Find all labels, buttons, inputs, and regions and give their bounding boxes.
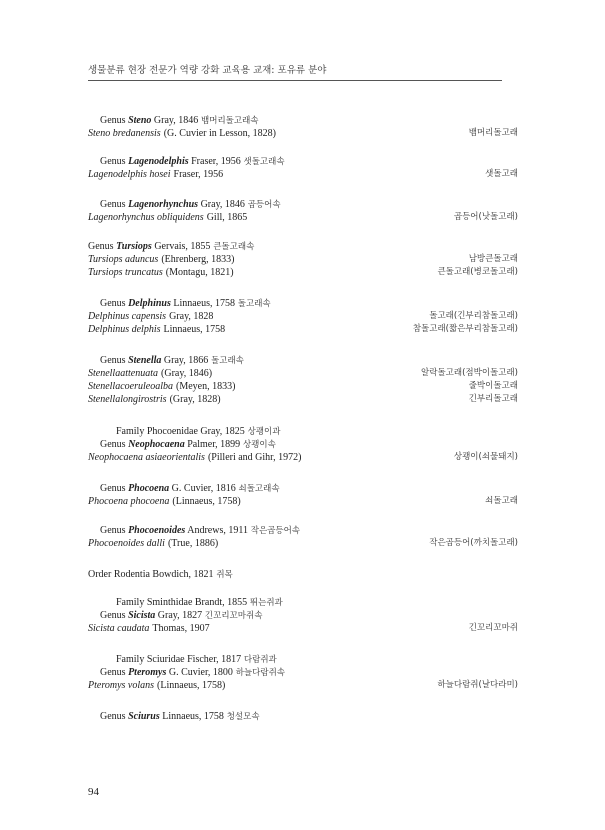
genus-authority: G. Cuvier, 1800 [166,667,233,678]
species-korean-name: 줄박이돌고래 [468,381,518,391]
species-korean-name: 하늘다람쥐(날다라미) [437,680,518,690]
genus-name: Neophocaena [128,439,185,450]
genus-prefix: Genus [100,199,129,210]
taxon-block [88,155,518,181]
species-scientific-name: Lagenorhynchus obliquidens [88,212,204,223]
family-korean-name: 다람쥐과 [243,655,277,665]
species-authority: (Ehrenberg, 1833) [161,254,235,265]
genus-korean-name: 상괭이속 [242,440,276,450]
order-korean-name: 쥐목 [216,570,233,580]
genus-korean-name: 하늘다람쥐속 [235,668,285,678]
running-header: 생물분류 현장 전문가 역량 강화 교육용 교재: 포유류 분야 [88,62,502,81]
taxon-block [88,710,518,723]
genus-authority: Gray, 1827 [155,610,203,621]
species-scientific-name: Stenellalongirostris [88,394,167,405]
genus-name: Phocoenoides [128,525,186,536]
taxon-block [88,482,518,508]
family-prefix: Family Phocoenidae Gray, 1825 [116,426,245,437]
genus-korean-name: 작은곱등어속 [250,526,301,536]
species-authority: (Meyen, 1833) [176,381,236,392]
taxon-block [88,297,518,336]
species-authority: (G. Cuvier in Lesson, 1828) [163,128,276,139]
page-number: 94 [88,786,99,798]
species-line [88,253,518,266]
species-authority: (Gray, 1846) [161,368,213,379]
species-korean-name: 긴꼬리꼬마쥐 [468,623,518,633]
genus-authority: Gray, 1846 [198,199,245,210]
species-line [88,393,518,406]
species-korean-name: 상괭이(쇠물돼지) [453,452,518,462]
genus-prefix: Genus [100,115,129,126]
genus-prefix: Genus [100,355,129,366]
genus-authority: G. Cuvier, 1816 [169,483,236,494]
family-korean-name: 상괭이과 [247,427,281,437]
order-prefix: Order Rodentia Bowdich, 1821 [88,569,214,580]
genus-name: Lagenodelphis [128,156,189,167]
species-line [88,323,518,336]
species-scientific-name: Sicista caudata [88,623,150,634]
species-korean-name: 뱀머리돌고래 [468,128,518,138]
genus0-authority: Gervais, 1855 [151,241,211,252]
family-heading [88,596,518,609]
species-scientific-name: Pteromys volans [88,680,155,691]
taxon-block [88,596,518,635]
genus-authority: Linnaeus, 1758 [170,298,236,309]
genus-heading [88,155,518,168]
genus-authority: Fraser, 1956 [188,156,241,167]
taxon-block [88,198,518,224]
species-line [88,679,518,692]
species-scientific-name: Neophocaena asiaeorientalis [88,452,205,463]
genus0-korean-name: 큰돌고래속 [213,242,255,252]
species-scientific-name: Phocoena phocoena [88,496,170,507]
genus-prefix: Genus [100,525,129,536]
species-authority: Gray, 1828 [169,311,214,322]
genus-name: Sicista [128,610,156,621]
species-authority: Thomas, 1907 [152,623,210,634]
species-korean-name: 알락돌고래(점박이돌고래) [421,368,518,378]
genus-korean-name: 뱀머리돌고래속 [201,116,259,126]
genus-prefix: Genus [100,156,129,167]
species-scientific-name: Tursiops aduncus [88,254,159,265]
species-authority: Fraser, 1956 [173,169,224,180]
taxon-block [88,568,518,581]
species-authority: (Linnaeus, 1758) [157,680,226,691]
genus0-heading [88,240,518,253]
genus-heading [88,438,518,451]
genus-heading [88,482,518,495]
genus-authority: Linnaeus, 1758 [159,711,224,722]
genus-prefix: Genus [100,667,129,678]
species-line [88,310,518,323]
species-korean-name: 참돌고래(짧은부리참돌고래) [412,324,518,334]
genus-korean-name: 곱등어속 [247,200,281,210]
taxon-block [88,653,518,692]
genus-heading [88,297,518,310]
genus-name: Delphinus [128,298,171,309]
species-authority: (Montagu, 1821) [165,267,234,278]
genus-prefix: Genus [100,711,129,722]
species-line [88,211,518,224]
genus-name: Pteromys [128,667,167,678]
genus-heading [88,524,518,537]
genus-authority: Gray, 1846 [151,115,199,126]
genus-name: Phocoena [128,483,170,494]
taxon-block [88,240,518,279]
species-korean-name: 곱등어(낫돌고래) [453,212,518,222]
species-line [88,266,518,279]
species-korean-name: 쇠돌고래 [485,496,518,506]
genus-name: Sciurus [128,711,160,722]
genus-prefix: Genus [100,483,129,494]
taxon-block [88,114,518,140]
genus-korean-name: 쇠돌고래속 [238,484,280,494]
family-heading [88,425,518,438]
species-scientific-name: Delphinus capensis [88,311,167,322]
species-line [88,622,518,635]
species-authority: (Gray, 1828) [169,394,221,405]
genus-authority: Palmer, 1899 [184,439,241,450]
species-scientific-name: Phocoenoides dalli [88,538,165,549]
genus-korean-name: 샛돌고래속 [243,157,285,167]
species-korean-name: 긴부리돌고래 [468,394,518,404]
species-authority: (Linnaeus, 1758) [172,496,241,507]
species-line [88,127,518,140]
species-scientific-name: Tursiops truncatus [88,267,163,278]
genus-name: Steno [128,115,152,126]
genus-prefix: Genus [100,298,129,309]
species-korean-name: 남방큰돌고래 [468,254,518,264]
genus-heading [88,354,518,367]
species-scientific-name: Delphinus delphis [88,324,161,335]
species-line [88,537,518,550]
species-scientific-name: Steno bredanensis [88,128,161,139]
genus-korean-name: 청설모속 [226,712,260,722]
species-line [88,451,518,464]
family-prefix: Family Sciuridae Fischer, 1817 [116,654,242,665]
species-line [88,380,518,393]
genus-korean-name: 돌고래속 [237,299,271,309]
species-scientific-name: Stenellaattenuata [88,368,158,379]
species-authority: Gill, 1865 [206,212,248,223]
genus-prefix: Genus [100,610,129,621]
family-prefix: Family Sminthidae Brandt, 1855 [116,597,248,608]
genus-name: Stenella [128,355,162,366]
genus-korean-name: 긴꼬리꼬마쥐속 [204,611,263,621]
taxon-block [88,524,518,550]
genus-heading [88,198,518,211]
species-scientific-name: Lagenodelphis hosei [88,169,171,180]
family-heading [88,653,518,666]
species-line [88,495,518,508]
genus-heading [88,710,518,723]
genus-heading [88,609,518,622]
genus-heading [88,114,518,127]
genus-authority: Andrews, 1911 [185,525,248,536]
taxon-block [88,354,518,406]
order-heading [88,568,518,581]
genus-heading [88,666,518,679]
species-line [88,168,518,181]
genus-korean-name: 돌고래속 [211,356,244,366]
species-scientific-name: Stenellacoeruleoalba [88,381,173,392]
genus-name: Lagenorhynchus [128,199,199,210]
genus0-name: Tursiops [116,241,152,252]
genus-prefix: Genus [100,439,129,450]
species-authority: Linnaeus, 1758 [163,324,226,335]
species-authority: (True, 1886) [167,538,219,549]
species-authority: (Pilleri and Gihr, 1972) [207,452,302,463]
genus0-prefix: Genus [88,241,117,252]
species-korean-name: 돌고래(긴부리참돌고래) [429,311,518,321]
species-line [88,367,518,380]
family-korean-name: 뛰는쥐과 [249,598,283,608]
genus-authority: Gray, 1866 [161,355,209,366]
species-korean-name: 작은곱등어(까치돌고래) [429,538,518,548]
species-korean-name: 샛돌고래 [485,169,518,179]
species-korean-name: 큰돌고래(병코돌고래) [437,267,518,277]
taxon-block [88,425,518,464]
